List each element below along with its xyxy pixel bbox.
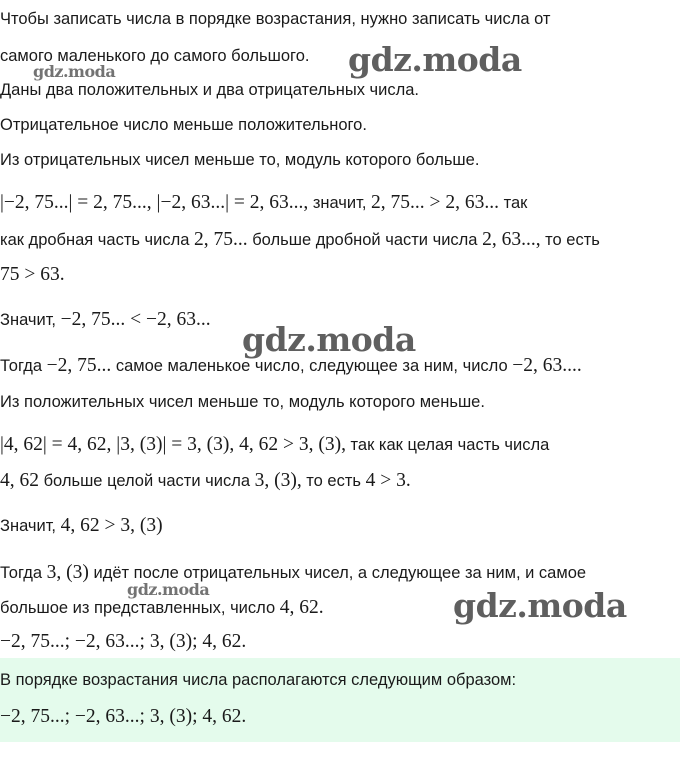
math-expression: 4, 62 > 3, (3): [60, 515, 163, 536]
watermark-logo: gdz.moda: [348, 40, 522, 79]
text-line: Отрицательное число меньше положительного.: [0, 116, 367, 134]
text-line: [0, 192, 527, 214]
answer-heading: В порядке возрастания числа располагаются следующим образом:: [0, 671, 517, 689]
text-line: Из отрицательных чисел меньше то, модуль которого больше.: [0, 151, 480, 169]
text-line: Чтобы записать числа в порядке возрастания, нужно записать числа от: [0, 10, 551, 28]
text-fragment: Значит,: [0, 311, 61, 329]
text-line: самого маленького до самого большого.: [0, 47, 310, 65]
text-fragment: так: [499, 194, 528, 212]
math-expression: −2, 75...: [46, 355, 112, 376]
text-fragment: то есть: [301, 472, 366, 490]
math-expression: 4, 62.: [279, 597, 324, 618]
text-fragment: значит,: [308, 194, 372, 212]
text-fragment: большое из представленных, число: [0, 599, 280, 617]
text-line: [0, 264, 65, 286]
math-expression: 3, (3),: [254, 470, 302, 491]
text-fragment: так как целая часть числа: [345, 436, 550, 454]
text-line: [0, 597, 324, 619]
text-fragment: Значит,: [0, 517, 61, 535]
math-expression: −2, 75...; −2, 63...; 3, (3); 4, 62.: [0, 706, 247, 727]
text-line: [0, 229, 600, 251]
text-line: [0, 562, 586, 584]
math-expression: −2, 63....: [512, 355, 582, 376]
math-expression: 2, 63...,: [482, 229, 541, 250]
text-fragment: Тогда: [0, 564, 47, 582]
text-fragment: идёт после отрицательных чисел, а следующее за ним, и самое: [88, 564, 587, 582]
math-expression: 4 > 3.: [365, 470, 411, 491]
math-expression: |4, 62| = 4, 62, |3, (3)| = 3, (3), 4, 62 > 3, (3),: [0, 434, 346, 455]
math-expression: 3, (3): [46, 562, 89, 583]
math-expression: 4, 62: [0, 470, 39, 491]
text-line: Из положительных чисел меньше то, модуль которого меньше.: [0, 393, 485, 411]
math-expression: 2, 75...: [194, 229, 248, 250]
math-expression: 2, 75... > 2, 63...: [371, 192, 500, 213]
math-expression: |−2, 75...| = 2, 75..., |−2, 63...| = 2, 63...,: [0, 192, 309, 213]
watermark-logo: gdz.moda: [453, 586, 627, 625]
math-expression: −2, 75... < −2, 63...: [60, 309, 211, 330]
text-fragment: больше дробной части числа: [247, 231, 483, 249]
text-fragment: Тогда: [0, 357, 47, 375]
text-line: [0, 515, 163, 537]
math-expression: −2, 75...; −2, 63...; 3, (3); 4, 62.: [0, 631, 247, 652]
text-line: [0, 631, 246, 653]
text-line: Даны два положительных и два отрицательных числа.: [0, 81, 419, 99]
math-expression: 75 > 63.: [0, 264, 65, 285]
watermark-logo: gdz.moda: [242, 320, 416, 359]
text-fragment: больше целой части числа: [39, 472, 255, 490]
answer-box: [0, 658, 680, 742]
text-fragment: как дробная часть числа: [0, 231, 195, 249]
answer-value: [0, 706, 246, 728]
text-fragment: то есть: [540, 231, 600, 249]
text-line: [0, 434, 549, 456]
watermark-logo: gdz.moda: [127, 580, 210, 599]
text-line: [0, 470, 411, 492]
text-line: [0, 309, 211, 331]
watermark-logo: gdz.moda: [33, 62, 116, 81]
text-fragment: самое маленькое число, следующее за ним, число: [111, 357, 513, 375]
